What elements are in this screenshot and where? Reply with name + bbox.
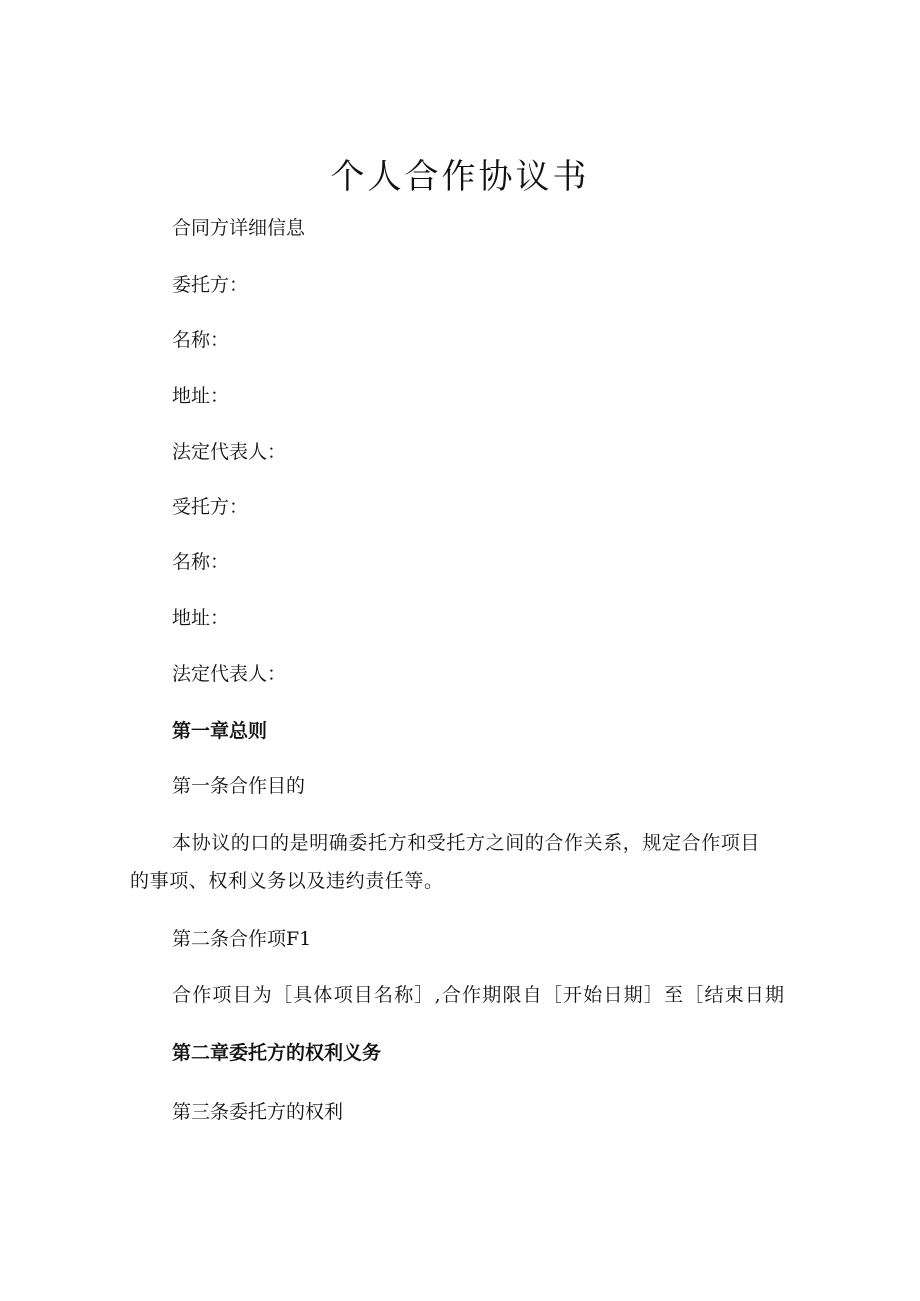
article3-title: 第三条委托方的权利 <box>172 1101 344 1123</box>
chapter1-heading: 第一章总则 <box>172 720 268 742</box>
client-rep-label: 法定代表人： <box>172 441 287 463</box>
contractor-name-label: 名称： <box>172 551 230 573</box>
client-address-label: 地址： <box>172 385 230 407</box>
document-title: 个人合作协议书 <box>330 157 590 197</box>
contractor-label: 受托方： <box>172 496 249 518</box>
contractor-address-label: 地址： <box>172 607 230 629</box>
article1-text: 本协议的口的是明确委托方和受托方之间的合作关系，规定合作项目的事项、权利义务以及违约责任等。 <box>130 832 761 892</box>
intro-text: 合同方详细信息 <box>172 217 306 239</box>
article2-title: 第二条合作项F1 <box>172 928 312 950</box>
client-name-label: 名称： <box>172 329 230 351</box>
client-label: 委托方： <box>172 274 249 296</box>
contractor-rep-label: 法定代表人： <box>172 663 287 685</box>
article2-text: 合作项目为［具体项目名称］,合作期限自［开始日期］至［结束日期 <box>172 984 786 1006</box>
chapter2-heading: 第二章委托方的权利义务 <box>172 1042 382 1064</box>
article1-title: 第一条合作目的 <box>172 775 306 797</box>
